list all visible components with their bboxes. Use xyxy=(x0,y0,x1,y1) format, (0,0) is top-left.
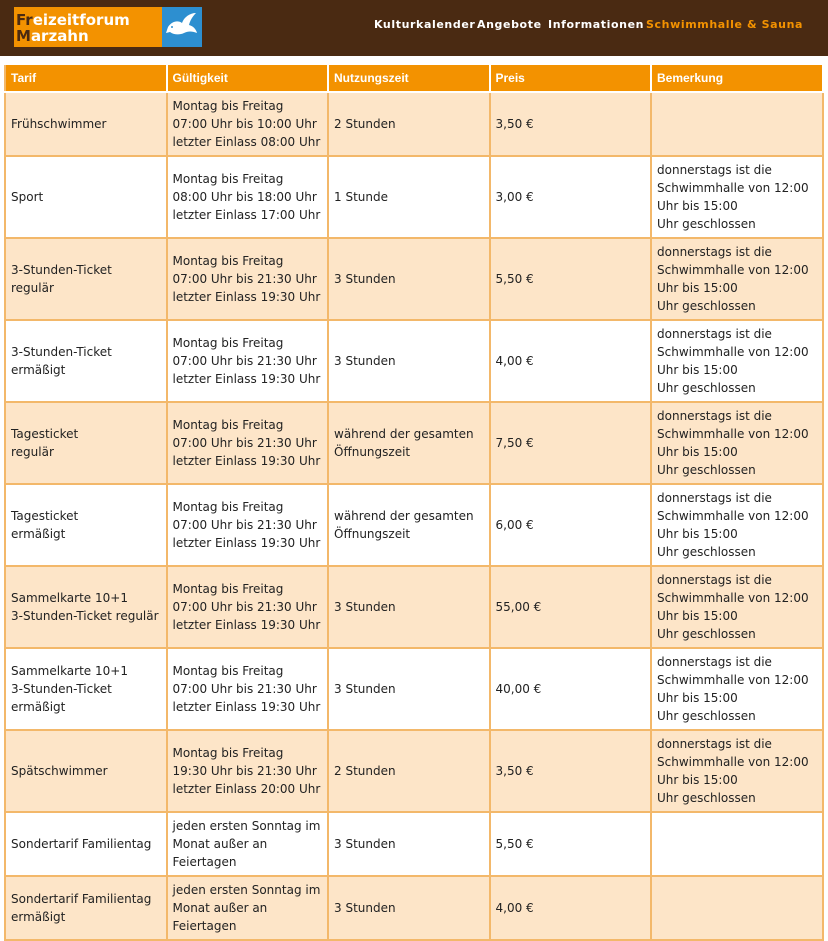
cell-bemerkung: donnerstags ist die Schwimmhalle von 12:00 Uhr bis 15:00 Uhr geschlossen xyxy=(651,238,823,320)
table-row xyxy=(5,648,823,730)
cell-bemerkung: donnerstags ist die Schwimmhalle von 12:00 Uhr bis 15:00 Uhr geschlossen xyxy=(651,648,823,730)
table-header-row xyxy=(5,64,823,92)
table-row xyxy=(5,320,823,402)
tariff-table xyxy=(4,63,824,941)
cell-preis: 3,50 € xyxy=(490,92,652,156)
nav-angebote[interactable]: Angebote xyxy=(477,18,542,31)
header-gueltigkeit: Gültigkeit xyxy=(167,64,329,92)
cell-nutzungszeit: 3 Stunden xyxy=(328,812,490,876)
header-nutzungszeit: Nutzungszeit xyxy=(328,64,490,92)
cell-gueltigkeit: Montag bis Freitag 07:00 Uhr bis 21:30 Uhr letzter Einlass 19:30 Uhr xyxy=(167,320,329,402)
cell-gueltigkeit: Montag bis Freitag 08:00 Uhr bis 18:00 Uhr letzter Einlass 17:00 Uhr xyxy=(167,156,329,238)
cell-tarif: Frühschwimmer xyxy=(5,92,167,156)
cell-nutzungszeit: während der gesamten Öffnungszeit xyxy=(328,484,490,566)
table-row xyxy=(5,812,823,876)
table-row xyxy=(5,238,823,320)
table-row xyxy=(5,566,823,648)
cell-bemerkung: donnerstags ist die Schwimmhalle von 12:00 Uhr bis 15:00 Uhr geschlossen xyxy=(651,402,823,484)
site-header xyxy=(0,0,828,56)
header-preis: Preis xyxy=(490,64,652,92)
cell-nutzungszeit: 3 Stunden xyxy=(328,648,490,730)
cell-preis: 5,50 € xyxy=(490,238,652,320)
logo-line-2-prefix: M xyxy=(16,27,31,45)
cell-tarif: Sondertarif Familientag ermäßigt xyxy=(5,876,167,940)
cell-nutzungszeit: 3 Stunden xyxy=(328,238,490,320)
cell-bemerkung: donnerstags ist die Schwimmhalle von 12:00 Uhr bis 15:00 Uhr geschlossen xyxy=(651,730,823,812)
cell-gueltigkeit: Montag bis Freitag 07:00 Uhr bis 10:00 Uhr letzter Einlass 08:00 Uhr xyxy=(167,92,329,156)
table-row xyxy=(5,484,823,566)
cell-gueltigkeit: Montag bis Freitag 19:30 Uhr bis 21:30 Uhr letzter Einlass 20:00 Uhr xyxy=(167,730,329,812)
cell-preis: 3,00 € xyxy=(490,156,652,238)
cell-tarif: Tagesticket regulär xyxy=(5,402,167,484)
cell-nutzungszeit: 1 Stunde xyxy=(328,156,490,238)
cell-nutzungszeit: während der gesamten Öffnungszeit xyxy=(328,402,490,484)
cell-nutzungszeit: 2 Stunden xyxy=(328,92,490,156)
cell-preis: 55,00 € xyxy=(490,566,652,648)
cell-preis: 40,00 € xyxy=(490,648,652,730)
cell-tarif: Tagesticket ermäßigt xyxy=(5,484,167,566)
header-tarif: Tarif xyxy=(5,64,167,92)
logo-line-1-rest: eizeitforum xyxy=(32,11,130,29)
nav-kulturkalender[interactable]: Kulturkalender xyxy=(374,18,476,31)
cell-bemerkung: donnerstags ist die Schwimmhalle von 12:00 Uhr bis 15:00 Uhr geschlossen xyxy=(651,320,823,402)
cell-tarif: 3-Stunden-Ticket ermäßigt xyxy=(5,320,167,402)
cell-bemerkung: donnerstags ist die Schwimmhalle von 12:00 Uhr bis 15:00 Uhr geschlossen xyxy=(651,484,823,566)
cell-tarif: Sondertarif Familientag xyxy=(5,812,167,876)
cell-bemerkung xyxy=(651,812,823,876)
cell-nutzungszeit: 3 Stunden xyxy=(328,566,490,648)
cell-preis: 4,00 € xyxy=(490,320,652,402)
cell-preis: 5,50 € xyxy=(490,812,652,876)
cell-bemerkung xyxy=(651,92,823,156)
cell-preis: 3,50 € xyxy=(490,730,652,812)
tariff-table-container xyxy=(4,63,824,941)
logo-wordmark xyxy=(14,7,162,47)
logo-line-1-prefix: Fr xyxy=(16,11,33,29)
logo-line-2-rest: arzahn xyxy=(30,27,89,45)
cell-gueltigkeit: Montag bis Freitag 07:00 Uhr bis 21:30 Uhr letzter Einlass 19:30 Uhr xyxy=(167,566,329,648)
header-bemerkung: Bemerkung xyxy=(651,64,823,92)
cell-tarif: Sammelkarte 10+1 3-Stunden-Ticket ermäßigt xyxy=(5,648,167,730)
table-row xyxy=(5,402,823,484)
table-row xyxy=(5,156,823,238)
cell-gueltigkeit: jeden ersten Sonntag im Monat außer an Feiertagen xyxy=(167,876,329,940)
cell-preis: 6,00 € xyxy=(490,484,652,566)
cell-bemerkung xyxy=(651,876,823,940)
site-logo[interactable] xyxy=(14,7,202,47)
cell-gueltigkeit: jeden ersten Sonntag im Monat außer an Feiertagen xyxy=(167,812,329,876)
table-row xyxy=(5,730,823,812)
logo-line-2 xyxy=(16,28,89,44)
cell-tarif: 3-Stunden-Ticket regulär xyxy=(5,238,167,320)
cell-tarif: Sammelkarte 10+1 3-Stunden-Ticket regulär xyxy=(5,566,167,648)
nav-schwimmhalle-sauna[interactable]: Schwimmhalle & Sauna xyxy=(646,18,804,31)
table-row xyxy=(5,876,823,940)
cell-bemerkung: donnerstags ist die Schwimmhalle von 12:00 Uhr bis 15:00 Uhr geschlossen xyxy=(651,566,823,648)
cell-preis: 7,50 € xyxy=(490,402,652,484)
cell-tarif: Spätschwimmer xyxy=(5,730,167,812)
cell-bemerkung: donnerstags ist die Schwimmhalle von 12:00 Uhr bis 15:00 Uhr geschlossen xyxy=(651,156,823,238)
cell-nutzungszeit: 3 Stunden xyxy=(328,320,490,402)
dove-icon xyxy=(162,7,202,47)
cell-nutzungszeit: 2 Stunden xyxy=(328,730,490,812)
logo-line-1 xyxy=(16,12,130,28)
cell-gueltigkeit: Montag bis Freitag 07:00 Uhr bis 21:30 Uhr letzter Einlass 19:30 Uhr xyxy=(167,402,329,484)
cell-gueltigkeit: Montag bis Freitag 07:00 Uhr bis 21:30 Uhr letzter Einlass 19:30 Uhr xyxy=(167,484,329,566)
cell-gueltigkeit: Montag bis Freitag 07:00 Uhr bis 21:30 Uhr letzter Einlass 19:30 Uhr xyxy=(167,648,329,730)
cell-preis: 4,00 € xyxy=(490,876,652,940)
cell-nutzungszeit: 3 Stunden xyxy=(328,876,490,940)
cell-tarif: Sport xyxy=(5,156,167,238)
cell-gueltigkeit: Montag bis Freitag 07:00 Uhr bis 21:30 Uhr letzter Einlass 19:30 Uhr xyxy=(167,238,329,320)
table-row xyxy=(5,92,823,156)
nav-informationen[interactable]: Informationen xyxy=(548,18,645,31)
